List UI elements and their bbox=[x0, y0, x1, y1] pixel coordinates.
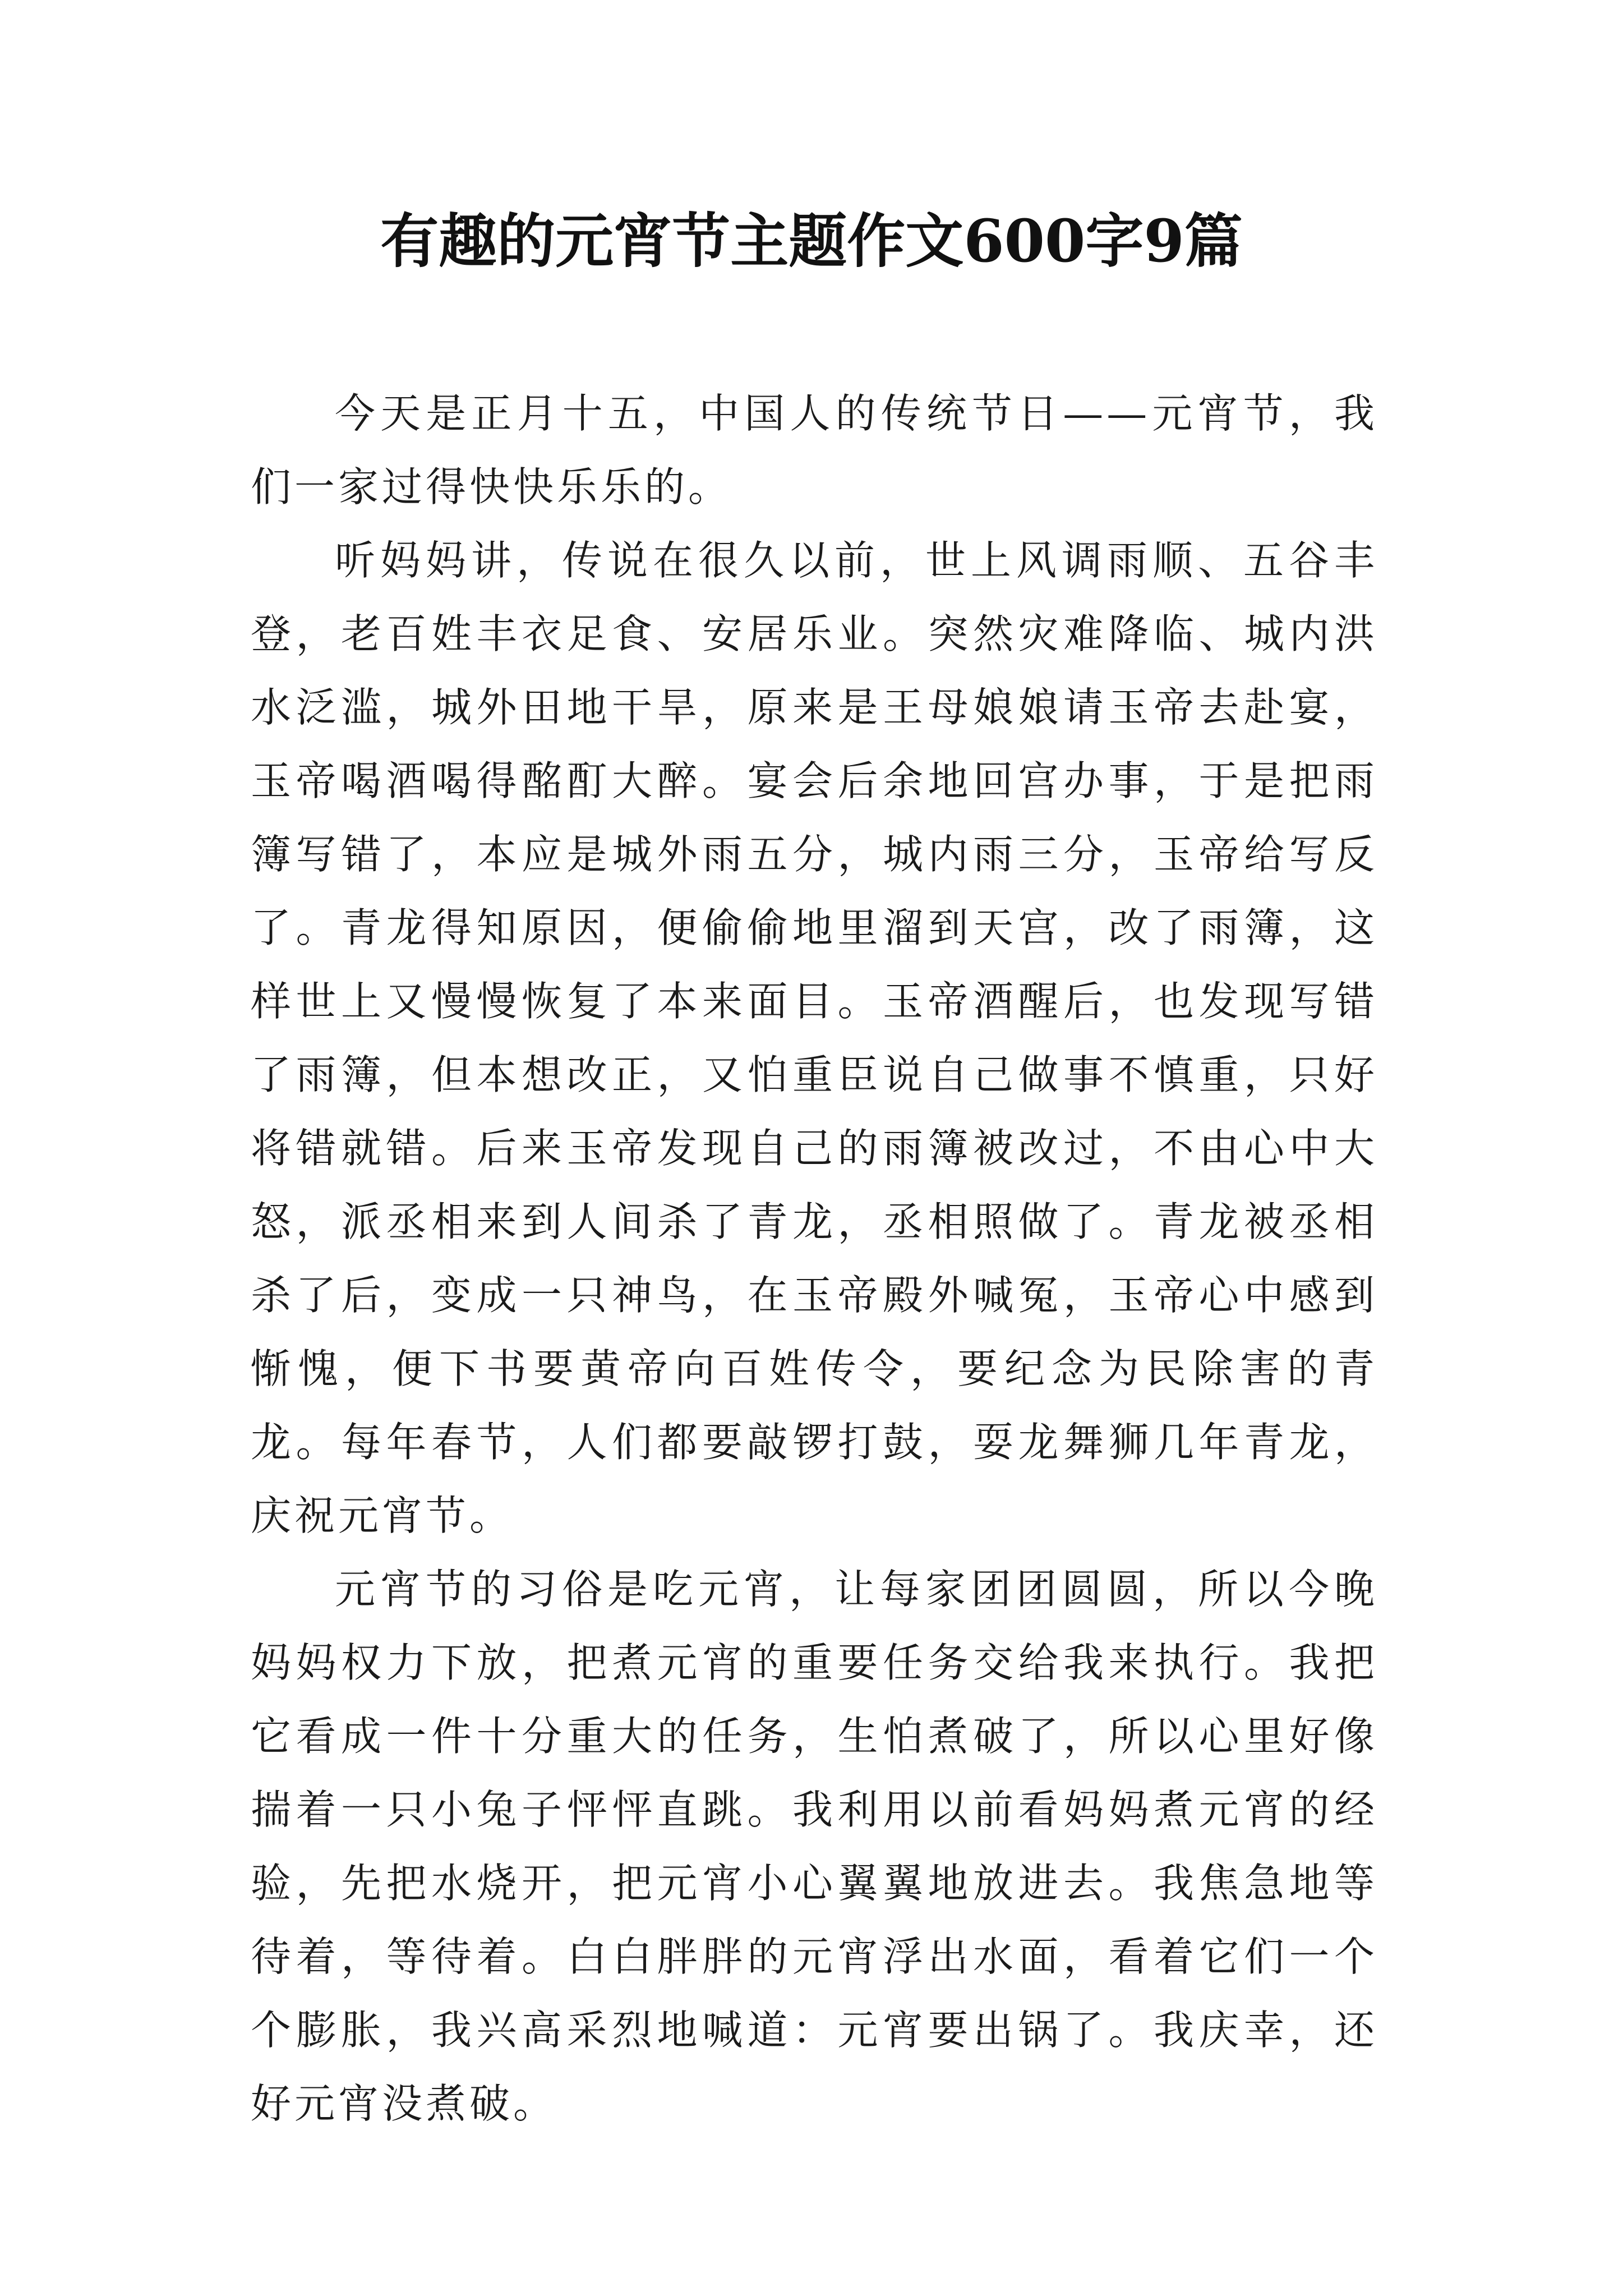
document-title: 有趣的元宵节主题作文600字9篇 bbox=[380, 206, 1243, 275]
paragraph-3: 元宵节的习俗是吃元宵，让每家团团圆圆，所以今晚妈妈权力下放，把煮元宵的重要任务交给我来执行。我把它看成一件十分重大的任务，生怕煮破了，所以心里好像揣着一只小兔子怦怦直跳。我利用以前看妈妈煮元宵的经验，先把水烧开，把元宵小心翼翼地放进去。我焦急地等待着，等待着。白白胖胖的元宵浮出水面，看着它们一个个膨胀，我兴高采烈地喊道：元宵要出锅了。我庆幸，还好元宵没煮破。 bbox=[251, 1566, 1378, 2127]
document-body bbox=[251, 377, 1378, 2141]
paragraph-1: 今天是正月十五，中国人的传统节日——元宵节，我们一家过得快快乐乐的。 bbox=[251, 390, 1378, 510]
paragraph-2: 听妈妈讲，传说在很久以前，世上风调雨顺、五谷丰登，老百姓丰衣足食、安居乐业。突然灾难降临、城内洪水泛滥，城外田地干旱，原来是王母娘娘请玉帝去赴宴，玉帝喝酒喝得酩酊大醉。宴会后余地回宫办事，于是把雨簿写错了，本应是城外雨五分，城内雨三分，玉帝给写反了。青龙得知原因，便偷偷地里溜到天宫，改了雨簿，这样世上又慢慢恢复了本来面目。玉帝酒醒后，也发现写错了雨簿，但本想改正，又怕重臣说自己做事不慎重，只好将错就错。后来玉帝发现自己的雨簿被改过，不由心中大怒，派丞相来到人间杀了青龙，丞相照做了。青龙被丞相杀了后，变成一只神鸟，在玉帝殿外喊冤，玉帝心中感到惭愧，便下书要黄帝向百姓传令，要纪念为民除害的青龙。每年春节，人们都要敲锣打鼓，耍龙舞狮几年青龙，庆祝元宵节。 bbox=[251, 537, 1378, 1539]
